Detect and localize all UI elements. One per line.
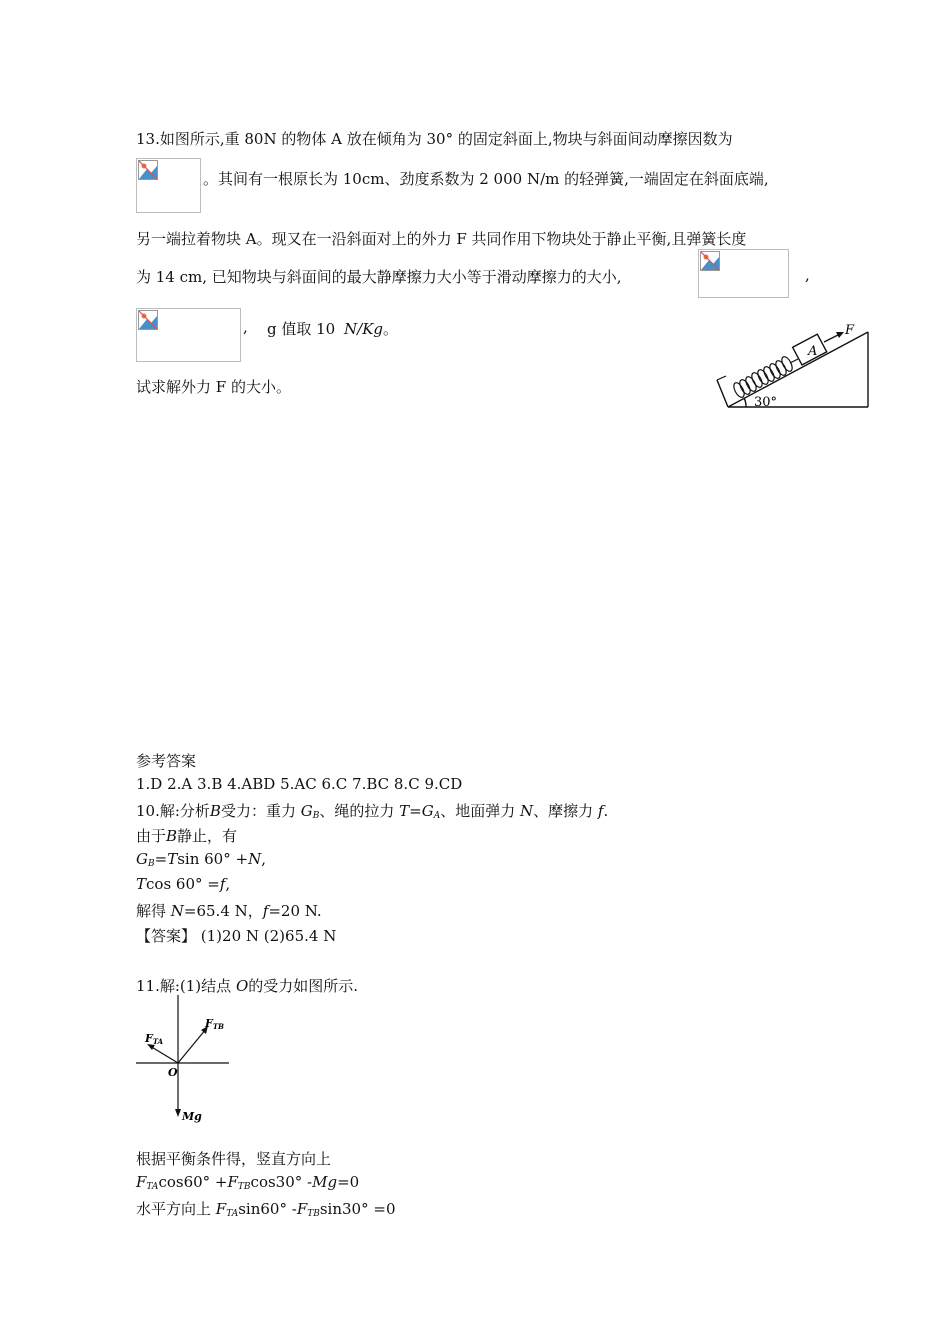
q13-line-5 — [267, 318, 398, 339]
broken-image-placeholder — [136, 158, 201, 213]
q13-line-5-comma: , — [243, 318, 248, 336]
q13-line-2: 。其间有一根原长为 10cm、劲度系数为 2 000 N/m 的轻弹簧,一端固定在斜面底端, — [203, 170, 769, 188]
block-label: A — [808, 344, 818, 359]
var-t: T — [136, 875, 147, 893]
text: sin30° =0 — [319, 1200, 396, 1218]
wall-line — [717, 380, 728, 407]
q13-line-6: 试求解外力 F 的大小。 — [136, 378, 291, 396]
broken-image-placeholder — [136, 308, 241, 362]
var-n: N — [170, 902, 184, 920]
text: 、地面弹力 — [440, 802, 520, 820]
answers-heading: 参考答案 — [136, 752, 197, 770]
subscript: B — [147, 859, 155, 869]
mc-answers: 1.D 2.A 3.B 4.ABD 5.AC 6.C 7.BC 8.C 9.CD — [136, 775, 463, 793]
text: 的受力如图所示. — [248, 977, 359, 995]
var-g: G — [421, 802, 434, 820]
text: =65.4 N， — [183, 902, 263, 920]
text: 静止，有 — [177, 827, 238, 845]
text: =20 N. — [268, 902, 322, 920]
incline-spring-figure — [712, 322, 874, 412]
text: 、摩擦力 — [533, 802, 598, 820]
fta-arrow-line — [150, 1046, 178, 1063]
q10-line-1 — [136, 800, 608, 821]
var-f: F — [136, 1173, 147, 1191]
incline-slope — [728, 332, 868, 407]
text: cos 60° = — [146, 875, 220, 893]
text: = — [409, 802, 422, 820]
text: cos30° - — [250, 1173, 313, 1191]
var-mg: Mg — [312, 1173, 338, 1191]
mg-arrow-head — [175, 1109, 181, 1117]
subscript: B — [312, 811, 320, 821]
angle-arc — [744, 398, 746, 407]
q13-line-3: 另一端拉着物块 A。现又在一沿斜面对上的外力 F 共同作用下物块处于静止平衡,且弹簧长度 — [136, 230, 747, 248]
q10-line-2 — [136, 825, 237, 846]
text: 水平方向上 — [136, 1200, 216, 1218]
broken-image-placeholder — [698, 249, 789, 298]
broken-image-icon — [138, 160, 158, 180]
var-n: N — [519, 802, 534, 820]
ftb-arrow-line — [178, 1029, 206, 1063]
var-g: G — [136, 850, 148, 868]
q11-line-1 — [136, 975, 358, 996]
text: 、绳的拉力 — [319, 802, 400, 820]
o-label: O — [168, 1066, 178, 1079]
var-b: B — [166, 827, 178, 845]
subscript: A — [433, 811, 441, 821]
text: . — [603, 802, 609, 820]
mg-label: Mg — [182, 1110, 202, 1123]
subscript: TB — [237, 1182, 251, 1192]
text: =0 — [337, 1173, 360, 1191]
subscript: TB — [307, 1209, 320, 1219]
g-unit: N/Kg — [344, 320, 384, 338]
var-f: f — [597, 802, 604, 820]
q11-line-4 — [136, 1198, 395, 1219]
g-value-text: g 值取 10 — [267, 320, 336, 338]
text: 10.解:分析 — [136, 802, 210, 820]
fta-label: FTA — [145, 1032, 164, 1046]
var-t: T — [399, 802, 410, 820]
broken-image-icon — [700, 251, 720, 271]
text: , — [225, 875, 231, 893]
subscript: TA — [146, 1182, 159, 1192]
q13-line-1: 13.如图所示,重 80N 的物体 A 放在倾角为 30° 的固定斜面上,物块与斜面间动摩擦因数为 — [136, 130, 733, 148]
text: 解得 — [136, 902, 171, 920]
q10-line-3 — [136, 850, 266, 869]
text: 受力：重力 — [220, 802, 301, 820]
var-f: F — [215, 1200, 227, 1218]
var-o: O — [235, 977, 249, 995]
text: sin60° - — [238, 1200, 297, 1218]
q10-line-5 — [136, 900, 322, 921]
spring-coil — [732, 355, 798, 399]
q11-line-3 — [136, 1173, 359, 1192]
var-b: B — [209, 802, 221, 820]
text: 11.解:(1)结点 — [136, 977, 236, 995]
broken-image-icon — [138, 310, 158, 330]
text: , — [261, 850, 266, 868]
q13-line-4: 为 14 cm, 已知物块与斜面间的最大静摩擦力大小等于滑动摩擦力的大小, — [136, 268, 622, 286]
q13-line-4-tail: , — [805, 266, 810, 284]
text: (1)20 N (2)65.4 N — [196, 927, 337, 945]
force-diagram — [134, 995, 234, 1125]
var-n: N — [248, 850, 262, 868]
force-label: F — [845, 323, 855, 338]
ftb-label: FTB — [205, 1017, 224, 1031]
q10-line-6 — [136, 925, 336, 946]
answer-tag: 【答案】 — [136, 927, 197, 945]
subscript: TA — [226, 1209, 239, 1219]
var-g: G — [300, 802, 313, 820]
angle-label: 30° — [754, 395, 778, 410]
q11-line-2: 根据平衡条件得，竖直方向上 — [136, 1150, 332, 1168]
var-t: T — [167, 850, 178, 868]
var-f: f — [219, 875, 226, 893]
var-f: f — [262, 902, 269, 920]
text: = — [154, 850, 168, 868]
text: 由于 — [136, 827, 167, 845]
var-f: F — [227, 1173, 238, 1191]
period: 。 — [383, 320, 399, 338]
text: cos60° + — [158, 1173, 228, 1191]
text: sin 60° + — [177, 850, 249, 868]
q10-line-4 — [136, 875, 230, 893]
var-f: F — [296, 1200, 308, 1218]
